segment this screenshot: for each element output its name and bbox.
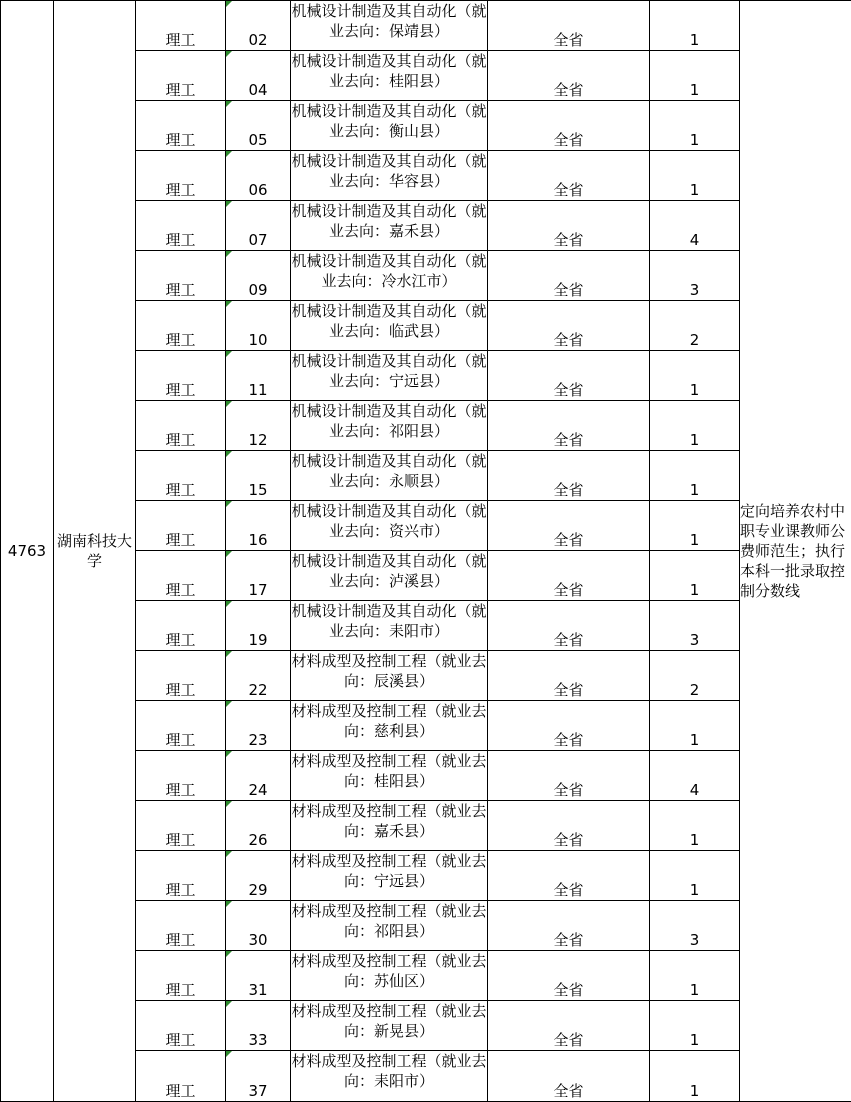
major-code: 04 [248, 81, 267, 99]
enrollment-region: 全省 [488, 651, 650, 701]
major-code-cell [226, 101, 291, 151]
cell-marker-icon [226, 501, 232, 507]
major-code: 22 [248, 681, 267, 699]
table-body [1, 1, 851, 1102]
plan-count: 1 [650, 851, 740, 901]
enrollment-region: 全省 [488, 801, 650, 851]
major-name: 机械设计制造及其自动化（就业去向：保靖县） [291, 1, 488, 51]
subject-category: 理工 [136, 1001, 226, 1051]
major-code-cell [226, 851, 291, 901]
subject-category: 理工 [136, 251, 226, 301]
major-code: 24 [248, 781, 267, 799]
enrollment-region: 全省 [488, 601, 650, 651]
institution-name: 湖南科技大学 [54, 1, 136, 1102]
cell-marker-icon [226, 1001, 232, 1007]
enrollment-region: 全省 [488, 851, 650, 901]
table-row [1, 1, 851, 51]
major-code-cell [226, 401, 291, 451]
major-name: 材料成型及控制工程（就业去向：嘉禾县） [291, 801, 488, 851]
major-code: 15 [248, 481, 267, 499]
subject-category: 理工 [136, 851, 226, 901]
subject-category: 理工 [136, 551, 226, 601]
major-name: 机械设计制造及其自动化（就业去向：华容县） [291, 151, 488, 201]
plan-count: 1 [650, 451, 740, 501]
subject-category: 理工 [136, 401, 226, 451]
plan-count: 1 [650, 801, 740, 851]
cell-marker-icon [226, 51, 232, 57]
major-code-cell [226, 751, 291, 801]
cell-marker-icon [226, 301, 232, 307]
major-code-cell [226, 701, 291, 751]
cell-marker-icon [226, 751, 232, 757]
plan-count: 3 [650, 601, 740, 651]
subject-category: 理工 [136, 301, 226, 351]
major-code: 12 [248, 431, 267, 449]
plan-count: 4 [650, 201, 740, 251]
cell-marker-icon [226, 101, 232, 107]
subject-category: 理工 [136, 201, 226, 251]
plan-count: 1 [650, 151, 740, 201]
major-name: 机械设计制造及其自动化（就业去向：临武县） [291, 301, 488, 351]
subject-category: 理工 [136, 951, 226, 1001]
enrollment-region: 全省 [488, 1001, 650, 1051]
major-code: 16 [248, 531, 267, 549]
major-code: 11 [248, 381, 267, 399]
remarks: 定向培养农村中职专业课教师公费师范生；执行本科一批录取控制分数线 [740, 1, 851, 1102]
major-name: 机械设计制造及其自动化（就业去向：嘉禾县） [291, 201, 488, 251]
major-code: 05 [248, 131, 267, 149]
plan-count: 2 [650, 301, 740, 351]
subject-category: 理工 [136, 1051, 226, 1102]
cell-marker-icon [226, 851, 232, 857]
plan-count: 1 [650, 351, 740, 401]
major-name: 机械设计制造及其自动化（就业去向：宁远县） [291, 351, 488, 401]
major-code: 26 [248, 831, 267, 849]
enrollment-region: 全省 [488, 151, 650, 201]
major-code: 29 [248, 881, 267, 899]
enrollment-region: 全省 [488, 451, 650, 501]
enrollment-region: 全省 [488, 251, 650, 301]
subject-category: 理工 [136, 1, 226, 51]
plan-count: 1 [650, 101, 740, 151]
major-name: 机械设计制造及其自动化（就业去向：资兴市） [291, 501, 488, 551]
enrollment-region: 全省 [488, 1, 650, 51]
major-code: 09 [248, 281, 267, 299]
major-code: 07 [248, 231, 267, 249]
institution-code: 4763 [1, 1, 54, 1102]
cell-marker-icon [226, 651, 232, 657]
cell-marker-icon [226, 251, 232, 257]
subject-category: 理工 [136, 701, 226, 751]
major-code-cell [226, 1, 291, 51]
major-name: 机械设计制造及其自动化（就业去向：泸溪县） [291, 551, 488, 601]
enrollment-region: 全省 [488, 751, 650, 801]
enrollment-region: 全省 [488, 401, 650, 451]
enrollment-region: 全省 [488, 551, 650, 601]
major-code-cell [226, 801, 291, 851]
major-code: 17 [248, 581, 267, 599]
cell-marker-icon [226, 701, 232, 707]
major-code-cell [226, 201, 291, 251]
plan-count: 3 [650, 901, 740, 951]
plan-count: 3 [650, 251, 740, 301]
cell-marker-icon [226, 151, 232, 157]
plan-count: 1 [650, 701, 740, 751]
cell-marker-icon [226, 401, 232, 407]
major-code: 31 [248, 981, 267, 999]
major-code-cell [226, 251, 291, 301]
plan-count: 1 [650, 551, 740, 601]
plan-count: 1 [650, 501, 740, 551]
major-code: 30 [248, 931, 267, 949]
major-code-cell [226, 551, 291, 601]
subject-category: 理工 [136, 101, 226, 151]
cell-marker-icon [226, 951, 232, 957]
major-name: 机械设计制造及其自动化（就业去向：耒阳市） [291, 601, 488, 651]
major-name: 材料成型及控制工程（就业去向：新晃县） [291, 1001, 488, 1051]
major-code: 06 [248, 181, 267, 199]
enrollment-region: 全省 [488, 951, 650, 1001]
cell-marker-icon [226, 1, 232, 7]
plan-count: 1 [650, 51, 740, 101]
enrollment-region: 全省 [488, 901, 650, 951]
enrollment-region: 全省 [488, 51, 650, 101]
major-code: 33 [248, 1031, 267, 1049]
major-code-cell [226, 351, 291, 401]
plan-count: 4 [650, 751, 740, 801]
enrollment-region: 全省 [488, 101, 650, 151]
major-name: 机械设计制造及其自动化（就业去向：桂阳县） [291, 51, 488, 101]
major-name: 机械设计制造及其自动化（就业去向：祁阳县） [291, 401, 488, 451]
enrollment-region: 全省 [488, 1051, 650, 1102]
plan-count: 1 [650, 1, 740, 51]
enrollment-region: 全省 [488, 501, 650, 551]
subject-category: 理工 [136, 901, 226, 951]
major-name: 材料成型及控制工程（就业去向：宁远县） [291, 851, 488, 901]
subject-category: 理工 [136, 351, 226, 401]
major-code: 37 [248, 1082, 267, 1100]
subject-category: 理工 [136, 801, 226, 851]
plan-count: 1 [650, 1051, 740, 1102]
major-code: 10 [248, 331, 267, 349]
enrollment-region: 全省 [488, 201, 650, 251]
cell-marker-icon [226, 351, 232, 357]
major-name: 材料成型及控制工程（就业去向：桂阳县） [291, 751, 488, 801]
major-code-cell [226, 1051, 291, 1102]
major-code: 23 [248, 731, 267, 749]
major-name: 材料成型及控制工程（就业去向：祁阳县） [291, 901, 488, 951]
plan-count: 2 [650, 651, 740, 701]
major-code-cell [226, 951, 291, 1001]
enrollment-region: 全省 [488, 301, 650, 351]
cell-marker-icon [226, 1051, 232, 1057]
subject-category: 理工 [136, 451, 226, 501]
major-code-cell [226, 301, 291, 351]
subject-category: 理工 [136, 751, 226, 801]
major-code: 19 [248, 631, 267, 649]
major-code-cell [226, 651, 291, 701]
subject-category: 理工 [136, 651, 226, 701]
cell-marker-icon [226, 451, 232, 457]
cell-marker-icon [226, 601, 232, 607]
subject-category: 理工 [136, 501, 226, 551]
plan-count: 1 [650, 1001, 740, 1051]
plan-count: 1 [650, 951, 740, 1001]
major-code-cell [226, 1001, 291, 1051]
major-code-cell [226, 601, 291, 651]
subject-category: 理工 [136, 51, 226, 101]
plan-count: 1 [650, 401, 740, 451]
major-code-cell [226, 501, 291, 551]
major-code: 02 [248, 31, 267, 49]
major-name: 机械设计制造及其自动化（就业去向：永顺县） [291, 451, 488, 501]
cell-marker-icon [226, 201, 232, 207]
major-code-cell [226, 451, 291, 501]
major-name: 机械设计制造及其自动化（就业去向：衡山县） [291, 101, 488, 151]
subject-category: 理工 [136, 151, 226, 201]
major-code-cell [226, 51, 291, 101]
major-name: 材料成型及控制工程（就业去向：慈利县） [291, 701, 488, 751]
major-name: 材料成型及控制工程（就业去向：辰溪县） [291, 651, 488, 701]
major-name: 材料成型及控制工程（就业去向：耒阳市） [291, 1051, 488, 1102]
enrollment-region: 全省 [488, 351, 650, 401]
cell-marker-icon [226, 551, 232, 557]
major-name: 机械设计制造及其自动化（就业去向：冷水江市） [291, 251, 488, 301]
cell-marker-icon [226, 901, 232, 907]
cell-marker-icon [226, 801, 232, 807]
major-code-cell [226, 151, 291, 201]
major-code-cell [226, 901, 291, 951]
subject-category: 理工 [136, 601, 226, 651]
enrollment-region: 全省 [488, 701, 650, 751]
major-name: 材料成型及控制工程（就业去向：苏仙区） [291, 951, 488, 1001]
